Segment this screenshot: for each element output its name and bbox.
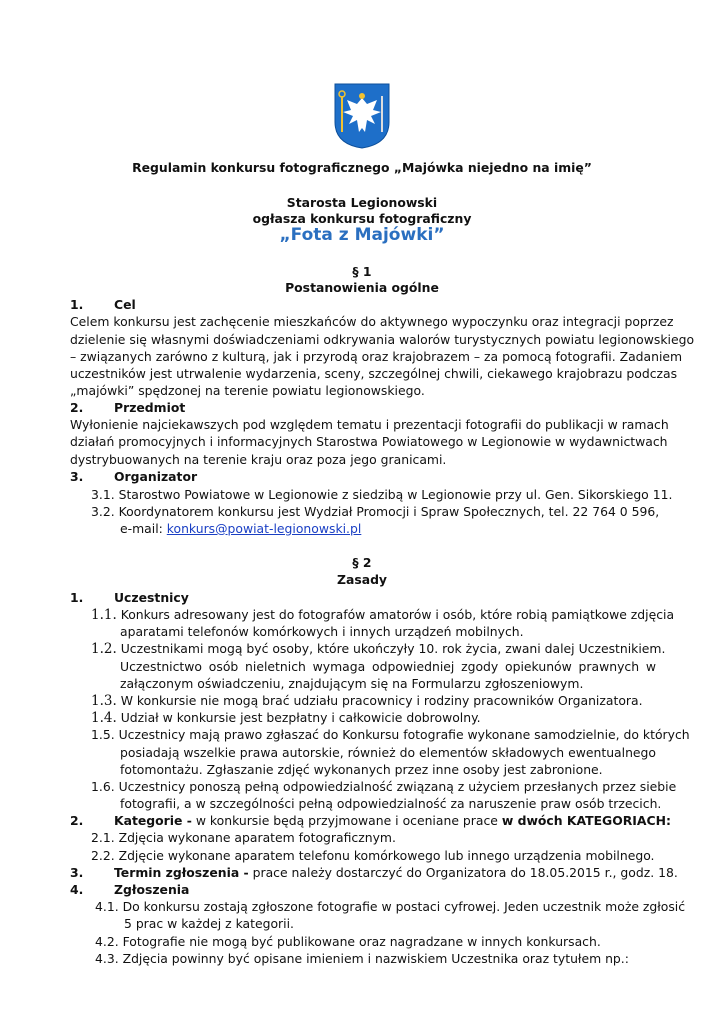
zgloszenia-4-1-line-1: 4.1. Do konkursu zostają zgłoszone fotografie w postaci cyfrowej. Jeden uczestnik może zgłosić bbox=[95, 899, 686, 914]
point-1-2-line-3: załączonym oświadczeniu, znajdującym się na Formularzu zgłoszeniowym. bbox=[120, 676, 584, 691]
uczestnicy-number: 1. bbox=[70, 590, 84, 605]
kategorie-bold: w dwóch KATEGORIACH: bbox=[501, 813, 671, 828]
zgloszenia-number: 4. bbox=[70, 882, 84, 897]
uczestnicy-heading bbox=[70, 589, 656, 607]
cel-heading bbox=[70, 296, 656, 314]
point-1-5-line-1: 1.5. Uczestnicy mają prawo zgłaszać do Konkursu fotografie wykonane samodzielnie, do których bbox=[91, 727, 690, 742]
point-1-4-number: 1.4. bbox=[91, 710, 117, 726]
point-1-3-number: 1.3. bbox=[91, 693, 117, 709]
przedmiot-line-2: działań promocyjnych i informacyjnych Starostwa Powiatowego w Legionowie w wydawnictwach bbox=[70, 434, 668, 449]
zgloszenia-4-3: 4.3. Zdjęcia powinny być opisane imieniem i nazwiskiem Uczestnika oraz tytułem np.: bbox=[95, 951, 629, 966]
organizator-3-1: 3.1. Starostwo Powiatowe w Legionowie z siedzibą w Legionowie przy ul. Gen. Sikorskiego 11. bbox=[91, 487, 673, 502]
organizer-name: Starosta Legionowski bbox=[286, 195, 438, 210]
contest-name: „Fota z Majówki” bbox=[279, 225, 445, 245]
point-1-2-number: 1.2. bbox=[91, 641, 117, 657]
regulations-title: Regulamin konkursu fotograficznego „Majówka niejedno na imię” bbox=[132, 160, 592, 175]
zgloszenia-heading bbox=[70, 881, 656, 899]
cel-line-5: „majówki” spędzonej na terenie powiatu legionowskiego. bbox=[70, 383, 425, 398]
przedmiot-heading bbox=[70, 399, 656, 417]
organizator-label: Organizator bbox=[114, 469, 198, 484]
termin-text: prace należy dostarczyć do Organizatora do 18.05.2015 r., godz. 18. bbox=[248, 865, 678, 880]
uczestnicy-label: Uczestnicy bbox=[114, 590, 189, 605]
cel-label: Cel bbox=[114, 297, 136, 312]
point-1-6-line-2: fotografii, a w szczególności pełną odpowiedzialność za naruszenie praw osób trzecich. bbox=[120, 796, 662, 811]
point-1-1-line-2: aparatami telefonów komórkowych i innych urządzeń mobilnych. bbox=[120, 624, 524, 639]
przedmiot-line-3: dystrybuowanych na terenie kraju oraz poza jego granicami. bbox=[70, 452, 447, 467]
point-1-1-text: Konkurs adresowany jest do fotografów amatorów i osób, które robią pamiątkowe zdjęcia bbox=[116, 607, 675, 622]
cel-line-3: – związanych zarówno z kulturą, jak i przyrodą oraz krajobrazem – za pomocą fotografii. Zadaniem bbox=[70, 349, 683, 364]
termin-heading bbox=[70, 864, 678, 882]
point-1-4 bbox=[91, 709, 656, 727]
point-1-5-line-2: posiadają wszelkie prawa autorskie, również do elementów składowych ewentualnego bbox=[120, 745, 656, 760]
organizator-3-2: 3.2. Koordynatorem konkursu jest Wydział Promocji i Spraw Społecznych, tel. 22 764 0 596, bbox=[91, 504, 660, 519]
kategoria-2-1: 2.1. Zdjęcia wykonane aparatem fotograficznym. bbox=[91, 830, 396, 845]
point-1-4-text: Udział w konkursie jest bezpłatny i całkowicie dobrowolny. bbox=[116, 710, 481, 725]
cel-number: 1. bbox=[70, 297, 84, 312]
zgloszenia-label: Zgłoszenia bbox=[114, 882, 190, 897]
przedmiot-number: 2. bbox=[70, 400, 84, 415]
point-1-2-line-2: Uczestnictwo osób nieletnich wymaga odpowiedniej zgody opiekunów prawnych w bbox=[120, 659, 656, 674]
kategoria-2-2: 2.2. Zdjęcie wykonane aparatem telefonu komórkowego lub innego urządzenia mobilnego. bbox=[91, 848, 655, 863]
organizator-number: 3. bbox=[70, 469, 84, 484]
kategorie-text: w konkursie będą przyjmowane i oceniane prace bbox=[191, 813, 502, 828]
email-line bbox=[120, 520, 656, 538]
cel-line-1: Celem konkursu jest zachęcenie mieszkańców do aktywnego wypoczynku oraz integracji poprzez bbox=[70, 314, 674, 329]
point-1-3 bbox=[91, 692, 656, 710]
kategorie-heading bbox=[70, 812, 671, 830]
section1-sign: § 1 bbox=[352, 264, 372, 279]
section2-title: Zasady bbox=[336, 572, 388, 587]
email-prefix: e-mail: bbox=[120, 521, 167, 536]
point-1-2-line-1 bbox=[91, 640, 666, 658]
cel-line-2: dzielenie się własnymi doświadczeniami odkrywania walorów turystycznych powiatu legionowskiego bbox=[70, 332, 695, 347]
section1-title: Postanowienia ogólne bbox=[285, 280, 439, 295]
cel-line-4: uczestników jest utrwalenie wydarzenia, sceny, szczególnej chwili, ciekawego krajobrazu podczas bbox=[70, 366, 678, 381]
point-1-1-number: 1.1. bbox=[91, 607, 117, 623]
section2-sign: § 2 bbox=[352, 555, 372, 570]
przedmiot-label: Przedmiot bbox=[114, 400, 186, 415]
kategorie-number: 2. bbox=[70, 813, 84, 828]
termin-label: Termin zgłoszenia - bbox=[114, 865, 249, 880]
announcement-line: ogłasza konkursu fotograficzny bbox=[252, 211, 472, 226]
kategorie-label: Kategorie - bbox=[114, 813, 192, 828]
point-1-3-text: W konkursie nie mogą brać udziału pracownicy i rodziny pracowników Organizatora. bbox=[116, 693, 643, 708]
termin-number: 3. bbox=[70, 865, 84, 880]
point-1-1-line-1 bbox=[91, 606, 675, 624]
point-1-6-line-1: 1.6. Uczestnicy ponoszą pełną odpowiedzialność związaną z użyciem przesłanych przez siebie bbox=[91, 779, 677, 794]
organizator-heading bbox=[70, 468, 656, 486]
przedmiot-line-1: Wyłonienie najciekawszych pod względem tematu i prezentacji fotografii do publikacji w ramach bbox=[70, 417, 669, 432]
zgloszenia-4-1-line-2: 5 prac w każdej z kategorii. bbox=[124, 916, 294, 931]
coat-of-arms-logo bbox=[333, 82, 391, 150]
point-1-2-text: Uczestnikami mogą być osoby, które ukończyły 10. rok życia, zwani dalej Uczestnikiem. bbox=[116, 641, 666, 656]
point-1-5-line-3: fotomontażu. Zgłaszanie zdjęć wykonanych przez inne osoby jest zabronione. bbox=[120, 762, 603, 777]
email-link[interactable]: konkurs@powiat-legionowski.pl bbox=[166, 521, 362, 536]
zgloszenia-4-2: 4.2. Fotografie nie mogą być publikowane oraz nagradzane w innych konkursach. bbox=[95, 934, 601, 949]
